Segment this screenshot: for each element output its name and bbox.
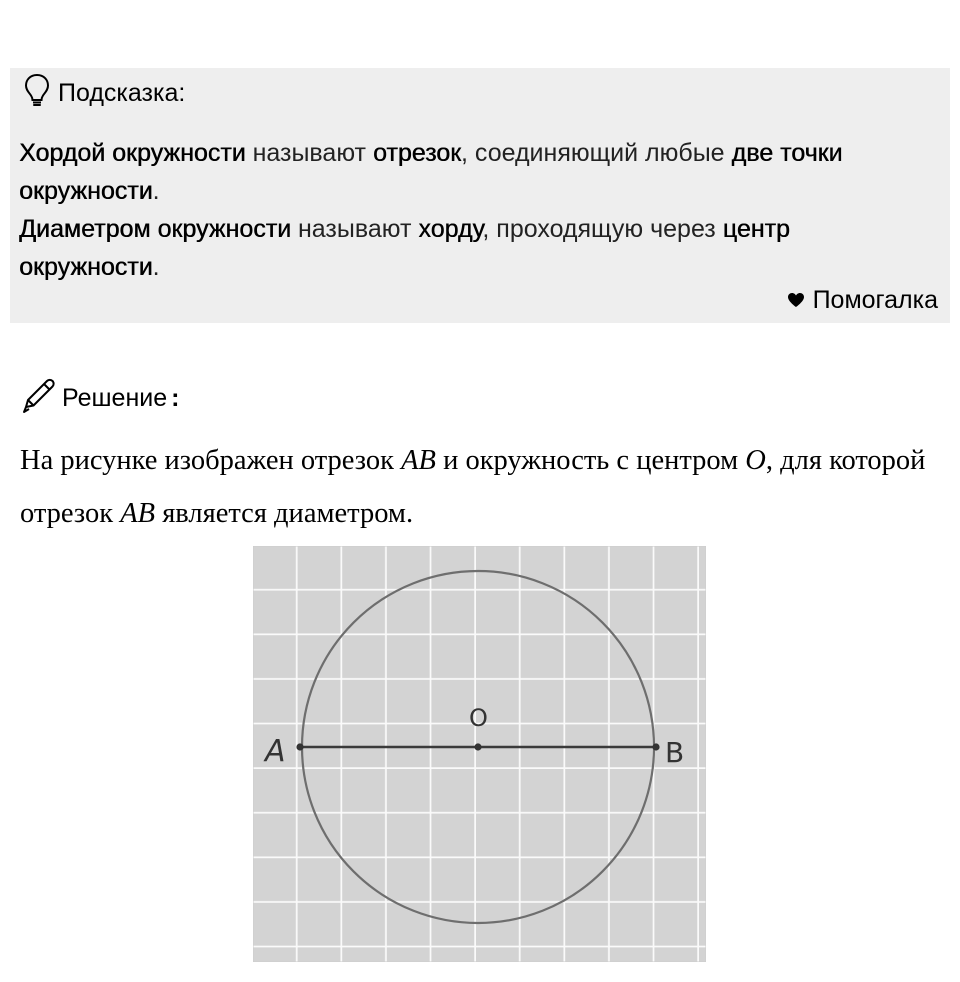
math-ab: AB — [120, 498, 156, 529]
math-ab: AB — [401, 445, 436, 476]
lightbulb-icon — [24, 73, 50, 114]
hint-text: . — [152, 253, 160, 281]
solution-text — [20, 434, 940, 540]
solution-text-part: На рисунке изображен отрезок — [20, 445, 402, 476]
point-b — [652, 743, 659, 750]
label-a: A — [265, 734, 286, 769]
solution-header — [20, 378, 179, 418]
solution-text-part: , для которой отрезок — [20, 445, 926, 529]
heart-icon — [787, 286, 805, 315]
term-center: центр окружности — [19, 215, 790, 281]
hint-title: Подсказка: — [58, 78, 186, 107]
hint-text: , соединяющий любые — [461, 139, 732, 167]
hint-body — [19, 134, 919, 286]
brand — [787, 286, 938, 315]
pencil-icon — [20, 376, 58, 421]
hint-text: называют — [291, 215, 419, 243]
term-chord: Хордой окружности — [19, 139, 246, 167]
solution-title: Решение — [62, 383, 168, 412]
grid-paper — [253, 546, 706, 962]
hint-paragraph-chord — [19, 134, 919, 210]
term-segment: отрезок — [372, 139, 462, 167]
solution-text-part: является диаметром. — [155, 498, 414, 529]
term-two-points: две точки окружности — [19, 139, 843, 205]
solution-text-part: и окружность с центром — [435, 445, 746, 476]
solution-colon: : — [171, 383, 180, 412]
label-o: O — [469, 704, 488, 732]
math-o: O — [745, 445, 766, 476]
label-b: B — [665, 736, 685, 769]
hint-box — [10, 68, 950, 323]
hint-text: , проходящую через — [482, 215, 723, 243]
hint-header — [24, 76, 185, 110]
hint-paragraph-diameter — [19, 210, 919, 286]
circle-figure — [253, 546, 706, 962]
point-o — [474, 743, 481, 750]
figure-drawing — [253, 546, 706, 962]
hint-text: . — [152, 177, 160, 205]
point-a — [296, 743, 303, 750]
term-diameter: Диаметром окружности — [19, 215, 292, 243]
hint-text: называют — [245, 139, 373, 167]
brand-name: Помогалка — [812, 286, 938, 314]
term-chord-2: хорду — [418, 215, 483, 243]
